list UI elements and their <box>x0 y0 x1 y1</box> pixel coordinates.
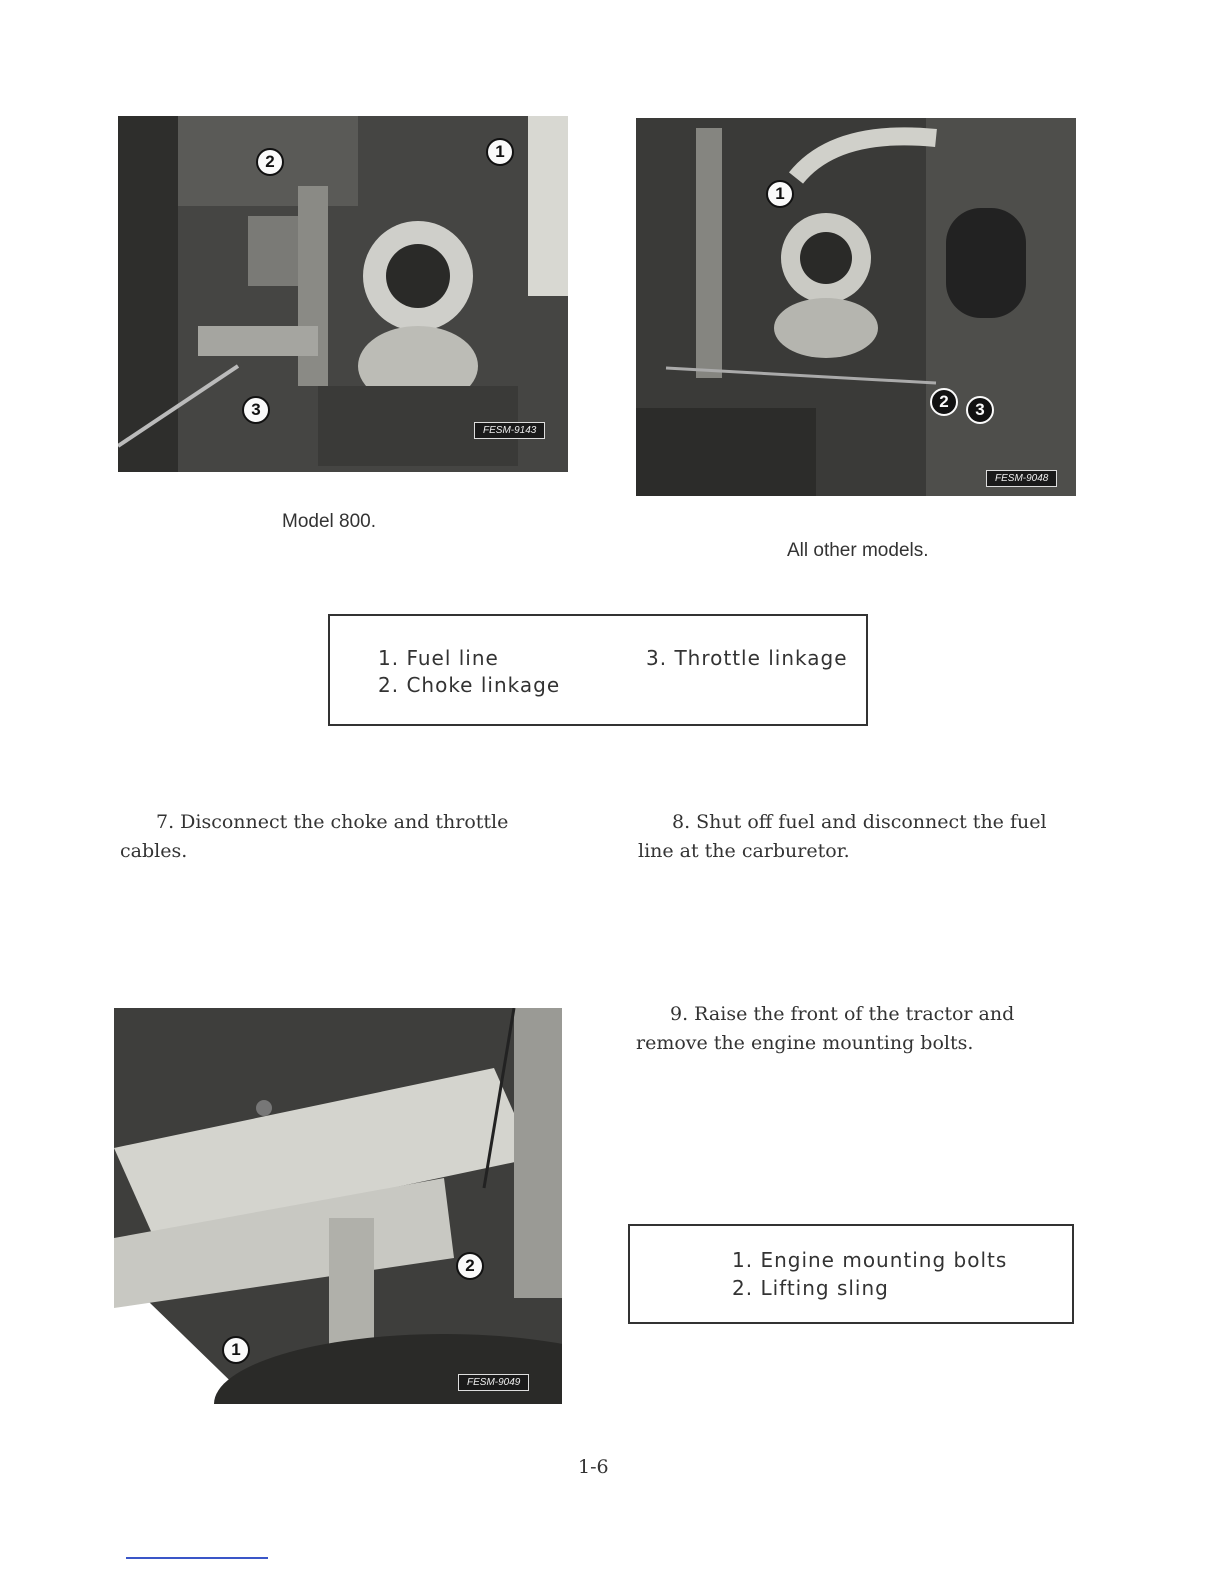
callout-2-engine: 2 <box>456 1252 484 1280</box>
callout-2-other-models: 2 <box>930 388 958 416</box>
legend-item-choke-linkage: 2. Choke linkage <box>378 673 561 697</box>
figure-code-model-800: FESM-9143 <box>474 422 545 439</box>
figure-code-engine: FESM-9049 <box>458 1374 529 1391</box>
photo-model-800 <box>118 116 568 472</box>
step-8-text: 8. Shut off fuel and disconnect the fuel line at the carburetor. <box>638 811 1047 862</box>
photo-engine-mounting <box>114 1008 562 1404</box>
callout-2-model-800: 2 <box>256 148 284 176</box>
callout-1-model-800: 1 <box>486 138 514 166</box>
caption-model-800: Model 800. <box>282 511 377 532</box>
footer-rule <box>126 1557 268 1559</box>
page-number: 1-6 <box>578 1456 609 1478</box>
photo-engine-mounting-image <box>114 1008 562 1404</box>
caption-other-models: All other models. <box>787 540 929 561</box>
step-7-text: 7. Disconnect the choke and throttle cables. <box>120 811 509 862</box>
callout-3-other-models: 3 <box>966 396 994 424</box>
legend-item-lifting-sling: 2. Lifting sling <box>732 1276 889 1300</box>
legend-box-carburetor <box>328 614 868 726</box>
legend-box-engine <box>628 1224 1074 1324</box>
callout-1-engine: 1 <box>222 1336 250 1364</box>
legend-item-fuel-line: 1. Fuel line <box>378 646 499 670</box>
photo-other-models-image <box>636 118 1076 496</box>
callout-3-model-800: 3 <box>242 396 270 424</box>
callout-1-other-models: 1 <box>766 180 794 208</box>
legend-item-engine-mounting-bolts: 1. Engine mounting bolts <box>732 1248 1008 1272</box>
photo-model-800-image <box>118 116 568 472</box>
photo-other-models <box>636 118 1076 496</box>
step-9-text: 9. Raise the front of the tractor and remove the engine mounting bolts. <box>636 1003 1015 1054</box>
figure-code-other-models: FESM-9048 <box>986 470 1057 487</box>
legend-item-throttle-linkage: 3. Throttle linkage <box>646 646 848 670</box>
